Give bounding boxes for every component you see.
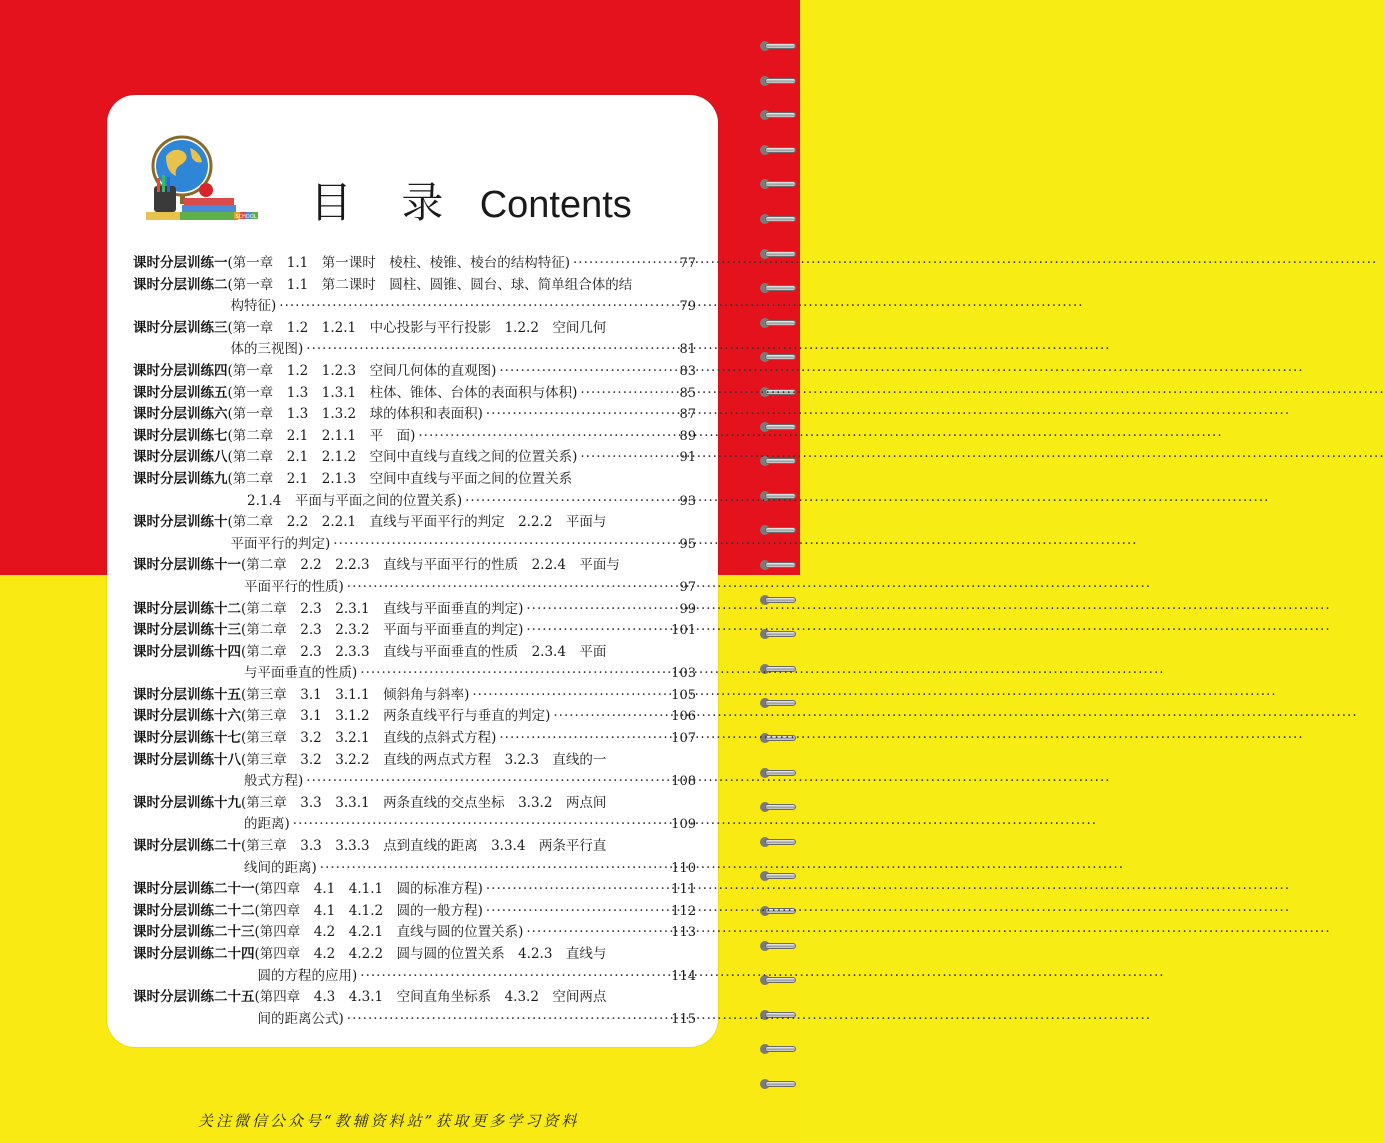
- spiral-ring: [760, 1078, 796, 1090]
- dot-leader: [306, 339, 667, 361]
- toc-entry[interactable]: [133, 750, 696, 793]
- dot-leader: [465, 491, 667, 513]
- toc-entry[interactable]: [133, 944, 696, 987]
- dot-leader: [472, 685, 667, 707]
- toc-entry-label: 课时分层训练十: [133, 514, 228, 531]
- spiral-ring: [760, 317, 796, 329]
- toc-entry[interactable]: [133, 706, 696, 728]
- toc-entry-text: (第二章 2.3 2.3.2 平面与平面垂直的判定): [241, 622, 524, 639]
- toc-entry[interactable]: [133, 253, 696, 275]
- toc-entry[interactable]: [133, 404, 696, 426]
- toc-page-number: 91: [679, 450, 696, 466]
- toc-page-number: 81: [679, 342, 696, 358]
- toc-entry-label: 课时分层训练二十三: [133, 924, 255, 941]
- dot-leader: [486, 404, 667, 426]
- toc-entry-label: 课时分层训练七: [133, 427, 228, 444]
- toc-entry-text: (第三章 3.3 3.3.1 两条直线的交点坐标 3.3.2 两点间: [241, 794, 607, 811]
- toc-entry[interactable]: [133, 793, 696, 836]
- toc-page-number: 114: [671, 968, 696, 984]
- toc-entry-label: 课时分层训练二十一: [133, 881, 255, 898]
- spiral-ring: [760, 109, 796, 121]
- toc-page-number: 89: [679, 428, 696, 444]
- toc-entry-text: (第四章 4.3 4.3.1 空间直角坐标系 4.3.2 空间两点: [254, 989, 607, 1006]
- toc-entry[interactable]: [133, 642, 696, 685]
- toc-page-number: 85: [679, 385, 696, 401]
- toc-entry-text: (第二章 2.2 2.2.3 直线与平面平行的性质 2.2.4 平面与: [241, 557, 620, 574]
- toc-page-number: 115: [671, 1011, 696, 1027]
- toc-entry-label: 课时分层训练十二: [133, 600, 241, 617]
- toc-entry-label: 课时分层训练三: [133, 319, 228, 336]
- dot-leader: [486, 879, 667, 901]
- dot-leader: [418, 426, 667, 448]
- toc-entry-text: 构特征): [230, 298, 277, 315]
- toc-entry-text: (第三章 3.3 3.3.3 点到直线的距离 3.3.4 两条平行直: [241, 838, 607, 855]
- toc-entry-label: 课时分层训练十三: [133, 622, 241, 639]
- footer-note: 关注微信公众号“教辅资料站”获取更多学习资料: [198, 1112, 580, 1130]
- toc-entry-text: (第一章 1.2 1.2.1 中心投影与平行投影 1.2.2 空间几何: [227, 319, 607, 336]
- toc-entry-text: 的距离): [244, 816, 290, 833]
- toc-entry-text: (第三章 3.2 3.2.1 直线的点斜式方程): [241, 730, 497, 747]
- toc-entry-label: 课时分层训练二十二: [133, 902, 255, 919]
- toc-page-number: 101: [671, 623, 696, 639]
- toc-entry[interactable]: [133, 275, 696, 318]
- toc-entry-text: 线间的距离): [244, 859, 317, 876]
- title-chinese: 目 录: [310, 178, 462, 227]
- toc-entry-text: (第二章 2.1 2.1.2 空间中直线与直线之间的位置关系): [227, 449, 578, 466]
- dot-leader: [526, 620, 667, 642]
- toc-entry-text: (第三章 3.2 3.2.2 直线的两点式方程 3.2.3 直线的一: [241, 751, 607, 768]
- toc-page-number: 105: [671, 687, 696, 703]
- toc-entry-label: 课时分层训练六: [133, 406, 228, 423]
- spiral-ring: [760, 144, 796, 156]
- toc-entry-label: 课时分层训练十四: [133, 643, 241, 660]
- dot-leader: [347, 1009, 667, 1031]
- toc-entry-text: (第四章 4.1 4.1.1 圆的标准方程): [254, 881, 483, 898]
- table-of-contents: [133, 253, 696, 1030]
- spiral-ring: [760, 559, 796, 571]
- toc-entry[interactable]: [133, 728, 696, 750]
- toc-entry-label: 课时分层训练十六: [133, 708, 241, 725]
- toc-page-number: 93: [679, 493, 696, 509]
- toc-entry[interactable]: [133, 599, 696, 621]
- toc-entry[interactable]: [133, 901, 696, 923]
- toc-entry[interactable]: [133, 555, 696, 598]
- spiral-ring: [760, 75, 796, 87]
- dot-leader: [333, 534, 667, 556]
- toc-entry-text: (第四章 4.2 4.2.2 圆与圆的位置关系 4.2.3 直线与: [254, 946, 607, 962]
- toc-entry-label: 课时分层训练二十四: [133, 946, 255, 962]
- school-blocks: [234, 212, 258, 220]
- spiral-ring: [760, 836, 796, 848]
- toc-entry[interactable]: [133, 620, 696, 642]
- toc-entry-label: 课时分层训练五: [133, 384, 228, 401]
- toc-entry[interactable]: [133, 836, 696, 879]
- toc-page-number: 107: [671, 731, 696, 747]
- toc-page-number: 109: [671, 817, 696, 833]
- toc-page-number: 83: [679, 363, 696, 379]
- toc-entry[interactable]: [133, 447, 696, 469]
- toc-page-number: 110: [671, 860, 696, 876]
- toc-page-number: 87: [679, 407, 696, 423]
- toc-entry-text: 体的三视图): [230, 341, 304, 358]
- dot-leader: [279, 296, 667, 318]
- toc-entry-text: (第一章 1.1 第一课时 棱柱、棱锥、棱台的结构特征): [227, 255, 571, 271]
- toc-page-number: 111: [671, 882, 696, 898]
- globe-books-illustration: [140, 128, 262, 224]
- dot-leader: [347, 577, 667, 599]
- toc-entry-label: 课时分层训练二十: [133, 838, 241, 855]
- toc-entry[interactable]: [133, 383, 696, 405]
- spiral-ring: [760, 524, 796, 536]
- toc-page-number: 95: [679, 536, 696, 552]
- toc-entry[interactable]: [133, 685, 696, 707]
- toc-page-number: 77: [679, 256, 696, 271]
- dot-leader: [580, 447, 667, 469]
- toc-entry-label: 课时分层训练九: [133, 470, 228, 487]
- dot-leader: [553, 706, 667, 728]
- toc-page-number: 112: [671, 903, 696, 919]
- dot-leader: [293, 814, 667, 836]
- toc-page-number: 103: [671, 666, 696, 682]
- toc-entry-text: (第四章 4.1 4.1.2 圆的一般方程): [254, 902, 483, 919]
- toc-entry[interactable]: [133, 361, 696, 383]
- dot-leader: [306, 771, 667, 793]
- toc-entry-text: (第二章 2.2 2.2.1 直线与平面平行的判定 2.2.2 平面与: [227, 514, 607, 531]
- page-title: [310, 170, 632, 230]
- dot-leader: [360, 966, 667, 988]
- toc-entry-label: 课时分层训练四: [133, 362, 228, 379]
- dot-leader: [499, 361, 667, 383]
- school-label: SCHOOL: [235, 214, 257, 220]
- toc-entry-text: 平面平行的性质): [244, 578, 344, 595]
- toc-page-number: 106: [671, 709, 696, 725]
- spiral-ring: [760, 40, 796, 52]
- toc-entry-text: (第三章 3.1 3.1.2 两条直线平行与垂直的判定): [241, 708, 551, 725]
- spiral-ring: [760, 178, 796, 190]
- toc-entry-text: (第二章 2.3 2.3.3 直线与平面垂直的性质 2.3.4 平面: [241, 643, 607, 660]
- toc-entry-label: 课时分层训练十九: [133, 794, 241, 811]
- toc-page-number: 99: [679, 601, 696, 617]
- toc-entry-text: 般式方程): [244, 773, 304, 790]
- toc-page-number: 108: [671, 774, 696, 790]
- toc-entry-text: 平面平行的判定): [230, 535, 331, 552]
- toc-entry-label: 课时分层训练十五: [133, 686, 241, 703]
- toc-entry[interactable]: [133, 426, 696, 448]
- toc-entry-label: 课时分层训练一: [133, 255, 228, 271]
- toc-entry-label: 课时分层训练十七: [133, 730, 241, 747]
- title-english: Contents: [479, 184, 632, 226]
- dot-leader: [486, 901, 667, 923]
- toc-entry-text: (第三章 3.1 3.1.1 倾斜角与斜率): [241, 686, 470, 703]
- toc-entry-text: (第一章 1.1 第二课时 圆柱、圆锥、圆台、球、简单组合体的结: [227, 276, 633, 293]
- toc-entry-text: 圆的方程的应用): [257, 967, 358, 984]
- spiral-ring: [760, 940, 796, 952]
- dot-leader: [526, 922, 667, 944]
- toc-page-number: 79: [679, 299, 696, 315]
- toc-entry-label: 课时分层训练二十五: [133, 989, 255, 1006]
- toc-entry-text: (第一章 1.2 1.2.3 空间几何体的直观图): [227, 362, 497, 379]
- spiral-ring: [760, 1043, 796, 1055]
- dot-leader: [580, 383, 667, 405]
- toc-entry-label: 课时分层训练八: [133, 449, 228, 466]
- toc-entry[interactable]: [133, 987, 696, 1030]
- toc-entry-text: 间的距离公式): [257, 1010, 344, 1027]
- dot-leader: [573, 253, 667, 275]
- toc-entry-text: (第二章 2.1 2.1.3 空间中直线与平面之间的位置关系: [227, 470, 573, 487]
- dot-leader: [360, 663, 667, 685]
- toc-entry-text: (第一章 1.3 1.3.2 球的体积和表面积): [227, 406, 483, 423]
- toc-entry-text: (第一章 1.3 1.3.1 柱体、锥体、台体的表面积与体积): [227, 384, 578, 401]
- toc-entry-text: 与平面垂直的性质): [244, 665, 358, 682]
- toc-entry[interactable]: [133, 922, 696, 944]
- toc-entry[interactable]: [133, 512, 696, 555]
- dot-leader: [499, 728, 667, 750]
- spiral-binding: [740, 40, 800, 1100]
- toc-page-number: 97: [679, 579, 696, 595]
- toc-page-number: 113: [671, 925, 696, 941]
- toc-entry-label: 课时分层训练十八: [133, 751, 241, 768]
- toc-entry-text: (第二章 2.3 2.3.1 直线与平面垂直的判定): [241, 600, 524, 617]
- toc-entry[interactable]: [133, 318, 696, 361]
- spiral-ring: [760, 282, 796, 294]
- dot-leader: [320, 858, 667, 880]
- dot-leader: [526, 599, 667, 621]
- toc-entry-text: (第二章 2.1 2.1.1 平 面): [227, 427, 416, 444]
- toc-entry-label: 课时分层训练十一: [133, 557, 241, 574]
- toc-entry-label: 课时分层训练二: [133, 276, 228, 293]
- spiral-ring: [760, 801, 796, 813]
- spiral-ring: [760, 213, 796, 225]
- toc-entry[interactable]: [133, 879, 696, 901]
- toc-entry[interactable]: [133, 469, 696, 512]
- toc-entry-text: 2.1.4 平面与平面之间的位置关系): [247, 492, 463, 509]
- toc-entry-text: (第四章 4.2 4.2.1 直线与圆的位置关系): [254, 924, 524, 941]
